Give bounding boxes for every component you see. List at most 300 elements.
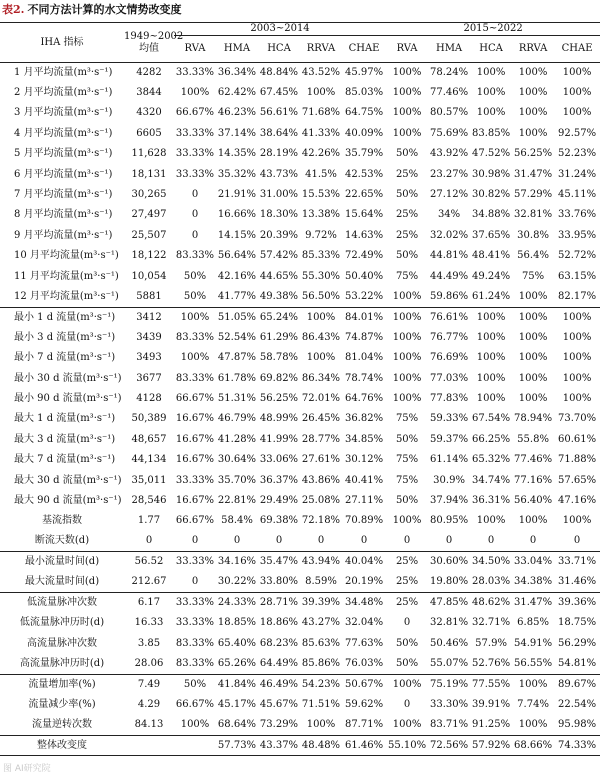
alteration-value: 32.81% xyxy=(513,209,553,221)
alteration-value: 100% xyxy=(392,127,422,139)
alteration-value: 75% xyxy=(395,413,419,425)
alteration-value: 58.78% xyxy=(259,352,299,364)
watermark: 图 AI研究院 xyxy=(3,764,51,774)
alteration-value: 80.95% xyxy=(429,515,469,527)
table-row xyxy=(0,328,600,348)
alteration-value: 47.52% xyxy=(471,148,511,160)
alteration-value: 76.03% xyxy=(344,657,384,669)
alteration-value: 40.09% xyxy=(344,127,384,139)
alteration-value: 100% xyxy=(562,392,592,404)
baseline-mean-value: 25,507 xyxy=(131,229,167,241)
alteration-value: 48.41% xyxy=(471,250,511,262)
alteration-value: 8.59% xyxy=(305,576,337,588)
alteration-value: 37.14% xyxy=(217,127,257,139)
alteration-value: 18.86% xyxy=(259,617,299,629)
alteration-value: 83.33% xyxy=(175,331,215,343)
alteration-value: 84.01% xyxy=(342,307,386,327)
table-row xyxy=(0,633,600,653)
alteration-value: 54.81% xyxy=(558,657,597,669)
alteration-value: 30.22% xyxy=(217,576,257,588)
baseline-mean-value: 30,265 xyxy=(131,189,167,201)
alteration-value: 33.33% xyxy=(175,617,215,629)
table-row xyxy=(0,246,600,266)
alteration-value: 34.74% xyxy=(471,474,511,486)
alteration-value: 39.36% xyxy=(554,593,600,613)
alteration-value: 0 xyxy=(403,535,411,547)
alteration-value: 91.25% xyxy=(471,718,511,730)
alteration-value: 100% xyxy=(518,352,548,364)
alteration-value: 100% xyxy=(554,307,600,327)
alteration-value: 27.61% xyxy=(301,454,341,466)
indicator-name: 2 月平均流量(m³·s⁻¹) xyxy=(14,87,113,99)
indicator-name: 3 月平均流量(m³·s⁻¹) xyxy=(14,107,113,119)
alteration-value: 33.04% xyxy=(512,552,554,572)
alteration-value: 41.77% xyxy=(217,290,257,302)
alteration-value: 46.23% xyxy=(217,107,257,119)
alteration-value: 60.61% xyxy=(558,433,597,445)
alteration-value: 100% xyxy=(518,107,548,119)
indicator-name: 11 月平均流量(m³·s⁻¹) xyxy=(14,270,119,282)
alteration-value: 52.54% xyxy=(217,331,257,343)
alteration-value: 47.16% xyxy=(558,494,597,506)
alteration-value: 50% xyxy=(395,148,419,160)
alteration-value: 71.68% xyxy=(301,107,341,119)
alteration-value: 76.61% xyxy=(428,307,470,327)
table-row xyxy=(0,409,600,429)
alteration-value: 59.33% xyxy=(429,413,469,425)
alteration-value: 75% xyxy=(521,270,545,282)
alteration-value: 86.43% xyxy=(301,331,341,343)
baseline-mean-value: 56.52 xyxy=(124,552,174,572)
alteration-value: 7.74% xyxy=(517,698,549,710)
alteration-value: 100% xyxy=(392,290,422,302)
alteration-value: 56.55% xyxy=(513,657,553,669)
alteration-value: 100% xyxy=(518,87,548,99)
alteration-value: 33.33% xyxy=(175,168,215,180)
alteration-value: 100% xyxy=(470,307,512,327)
indicator-name: 最大 30 d 流量(m³·s⁻¹) xyxy=(14,474,122,486)
alteration-value: 41.5% xyxy=(305,168,337,180)
alteration-value: 85.86% xyxy=(301,657,341,669)
alteration-value: 0 xyxy=(403,617,411,629)
indicator-name: 5 月平均流量(m³·s⁻¹) xyxy=(14,148,113,160)
alteration-value: 0 xyxy=(529,535,537,547)
alteration-value: 18.85% xyxy=(217,617,257,629)
alteration-value: 68.66% xyxy=(512,735,554,755)
alteration-value: 42.16% xyxy=(217,270,257,282)
alteration-value: 73.29% xyxy=(259,718,299,730)
alteration-value: 50% xyxy=(395,189,419,201)
indicator-name: 流量增加率(%) xyxy=(0,674,124,694)
indicator-name: 断流天数(d) xyxy=(34,535,90,547)
alteration-value: 15.64% xyxy=(344,209,384,221)
alteration-value: 59.37% xyxy=(429,433,469,445)
alteration-value: 50% xyxy=(174,674,216,694)
alteration-value: 16.66% xyxy=(217,209,257,221)
baseline-mean-value: 3677 xyxy=(136,372,162,384)
alteration-value: 100% xyxy=(562,515,592,527)
alteration-value: 100% xyxy=(476,66,506,78)
table-row xyxy=(0,674,600,694)
alteration-value: 51.31% xyxy=(217,392,257,404)
alteration-value: 100% xyxy=(562,372,592,384)
baseline-mean-value: 35,011 xyxy=(131,474,167,486)
alteration-value: 36.82% xyxy=(344,413,384,425)
alteration-value: 61.78% xyxy=(217,372,257,384)
alteration-value: 63.15% xyxy=(558,270,597,282)
table-row xyxy=(0,368,600,388)
alteration-value: 20.39% xyxy=(259,229,299,241)
alteration-value: 56.64% xyxy=(217,250,257,262)
alteration-value: 38.64% xyxy=(259,127,299,139)
baseline-mean-value: 4128 xyxy=(136,392,162,404)
alteration-value: 33.33% xyxy=(175,66,215,78)
alteration-value: 78.74% xyxy=(344,372,384,384)
alteration-value: 100% xyxy=(180,87,210,99)
alteration-value: 16.67% xyxy=(175,433,215,445)
alteration-value: 61.24% xyxy=(471,290,511,302)
table-title: 不同方法计算的水文情势改变度 xyxy=(27,3,182,16)
alteration-value: 0 xyxy=(487,535,495,547)
alteration-value: 18.75% xyxy=(558,617,597,629)
alteration-value: 72.18% xyxy=(301,515,341,527)
indicator-name: 最大 7 d 流量(m³·s⁻¹) xyxy=(14,454,116,466)
alteration-value: 100% xyxy=(518,66,548,78)
alteration-value: 45.17% xyxy=(217,698,257,710)
alteration-value: 77.63% xyxy=(344,637,384,649)
alteration-value: 100% xyxy=(562,352,592,364)
alteration-value: 27.12% xyxy=(429,189,469,201)
alteration-value: 50% xyxy=(395,250,419,262)
table-row xyxy=(0,307,600,327)
indicator-name: 8 月平均流量(m³·s⁻¹) xyxy=(14,209,113,221)
alteration-value: 56.4% xyxy=(517,250,549,262)
alteration-value: 77.46% xyxy=(429,87,469,99)
alteration-value: 45.67% xyxy=(259,698,299,710)
alteration-value: 28.71% xyxy=(258,593,300,613)
hydrological-alteration-table xyxy=(0,22,600,756)
alteration-value: 69.82% xyxy=(259,372,299,384)
alteration-value: 77.46% xyxy=(513,454,553,466)
alteration-value: 85.03% xyxy=(344,87,384,99)
alteration-value: 86.34% xyxy=(301,372,341,384)
alteration-value: 70.89% xyxy=(344,515,384,527)
baseline-mean-value: 44,134 xyxy=(131,454,167,466)
alteration-value: 27.11% xyxy=(344,494,384,506)
baseline-mean-value: 7.49 xyxy=(124,674,174,694)
alteration-value: 100% xyxy=(518,127,548,139)
alteration-value: 35.47% xyxy=(258,552,300,572)
alteration-value: 48.48% xyxy=(300,735,342,755)
alteration-value: 41.28% xyxy=(217,433,257,445)
indicator-name: 低流量脉冲历时(d) xyxy=(19,617,105,629)
alteration-value: 72.01% xyxy=(301,392,341,404)
alteration-value: 56.25% xyxy=(259,392,299,404)
indicator-name: 最大 3 d 流量(m³·s⁻¹) xyxy=(14,433,116,445)
alteration-value: 56.29% xyxy=(558,637,597,649)
table-row xyxy=(0,654,600,674)
alteration-value: 100% xyxy=(392,515,422,527)
baseline-mean-value: 16.33 xyxy=(134,617,164,629)
alteration-value: 73.70% xyxy=(558,413,597,425)
alteration-value: 45.11% xyxy=(558,189,597,201)
indicator-name: 最小 3 d 流量(m³·s⁻¹) xyxy=(14,331,116,343)
alteration-value: 31.00% xyxy=(259,189,299,201)
alteration-value: 50% xyxy=(183,270,207,282)
alteration-value: 65.26% xyxy=(217,657,257,669)
baseline-mean-value: 3.85 xyxy=(137,637,161,649)
alteration-value: 26.45% xyxy=(301,413,341,425)
table-row xyxy=(0,715,600,735)
alteration-value: 43.27% xyxy=(301,617,341,629)
alteration-value: 28.77% xyxy=(301,433,341,445)
indicator-name: 基流指数 xyxy=(42,515,82,527)
alteration-value: 100% xyxy=(518,515,548,527)
alteration-value: 77.83% xyxy=(429,392,469,404)
alteration-value: 62.42% xyxy=(217,87,257,99)
alteration-value: 100% xyxy=(386,674,428,694)
table-row xyxy=(0,205,600,225)
baseline-mean-value: 212.67 xyxy=(131,576,167,588)
alteration-value: 46.49% xyxy=(258,674,300,694)
indicator-name: 6 月平均流量(m³·s⁻¹) xyxy=(14,168,113,180)
alteration-value: 50% xyxy=(395,637,419,649)
indicator-name: 1 月平均流量(m³·s⁻¹) xyxy=(14,66,113,78)
alteration-value: 30.98% xyxy=(471,168,511,180)
alteration-value: 100% xyxy=(518,718,548,730)
alteration-value: 57.65% xyxy=(558,474,597,486)
indicator-name: 最大 90 d 流量(m³·s⁻¹) xyxy=(14,494,122,506)
alteration-value: 43.37% xyxy=(258,735,300,755)
alteration-value: 67.45% xyxy=(259,87,299,99)
alteration-value: 75.19% xyxy=(428,674,470,694)
alteration-value: 34% xyxy=(437,209,461,221)
alteration-value: 0 xyxy=(191,189,199,201)
baseline-mean-value: 5881 xyxy=(136,290,162,302)
alteration-value: 56.50% xyxy=(301,290,341,302)
alteration-value: 41.99% xyxy=(259,433,299,445)
alteration-value: 0 xyxy=(191,535,199,547)
indicator-name: 流量减少率(%) xyxy=(28,698,96,710)
indicator-name: 最小 30 d 流量(m³·s⁻¹) xyxy=(14,372,122,384)
alteration-value: 50.40% xyxy=(344,270,384,282)
alteration-value: 72.56% xyxy=(428,735,470,755)
baseline-mean-value: 4320 xyxy=(136,107,162,119)
table-row xyxy=(0,735,600,755)
alteration-value: 65.32% xyxy=(471,454,511,466)
alteration-value: 25% xyxy=(395,576,419,588)
alteration-value: 48.99% xyxy=(259,413,299,425)
alteration-value: 75.69% xyxy=(429,127,469,139)
alteration-value: 43.73% xyxy=(259,168,299,180)
alteration-value: 33.95% xyxy=(558,229,597,241)
alteration-value: 23.27% xyxy=(429,168,469,180)
alteration-value: 31.47% xyxy=(513,168,553,180)
alteration-value: 57.73% xyxy=(216,735,258,755)
baseline-mean-value: 18,131 xyxy=(131,168,167,180)
alteration-value: 33.33% xyxy=(175,127,215,139)
alteration-value: 50% xyxy=(183,290,207,302)
alteration-value: 80.57% xyxy=(429,107,469,119)
alteration-value: 19.80% xyxy=(429,576,469,588)
alteration-value: 0 xyxy=(233,535,241,547)
alteration-value: 35.70% xyxy=(217,474,257,486)
baseline-mean-value: 10,054 xyxy=(131,270,167,282)
table-row xyxy=(0,164,600,184)
alteration-value xyxy=(174,735,216,755)
baseline-mean-value: 28.06 xyxy=(134,657,164,669)
alteration-value: 56.25% xyxy=(513,148,553,160)
table-row xyxy=(0,450,600,470)
alteration-value: 25% xyxy=(386,593,428,613)
baseline-mean-value: 3844 xyxy=(136,87,162,99)
indicator-name: 低流量脉冲次数 xyxy=(0,593,124,613)
alteration-value: 100% xyxy=(518,290,548,302)
indicator-name: 整体改变度 xyxy=(0,735,124,755)
alteration-value: 57.42% xyxy=(259,250,299,262)
alteration-value: 31.47% xyxy=(512,593,554,613)
alteration-value: 100% xyxy=(476,515,506,527)
alteration-value: 100% xyxy=(306,718,336,730)
alteration-value: 16.67% xyxy=(175,413,215,425)
alteration-value: 0 xyxy=(403,698,411,710)
alteration-value: 50% xyxy=(395,494,419,506)
indicator-name: 最小流量时间(d) xyxy=(0,552,124,572)
alteration-value: 83.71% xyxy=(429,718,469,730)
alteration-value: 48.62% xyxy=(470,593,512,613)
header-method: HMA xyxy=(223,43,251,54)
baseline-mean-value: 11,628 xyxy=(131,148,167,160)
header-period-2003-2014: 2003~2014 xyxy=(174,23,386,36)
alteration-value: 30.8% xyxy=(517,229,549,241)
alteration-value: 58.4% xyxy=(221,515,253,527)
alteration-value: 28.19% xyxy=(259,148,299,160)
alteration-value: 89.67% xyxy=(554,674,600,694)
table-row xyxy=(0,266,600,286)
header-method: CHAE xyxy=(561,43,593,54)
alteration-value: 6.85% xyxy=(517,617,549,629)
table-body xyxy=(0,63,600,756)
alteration-value: 55.10% xyxy=(386,735,428,755)
alteration-value: 24.33% xyxy=(216,593,258,613)
alteration-value: 30.9% xyxy=(433,474,465,486)
alteration-value: 83.33% xyxy=(175,372,215,384)
alteration-value: 64.49% xyxy=(259,657,299,669)
alteration-value: 100% xyxy=(306,87,336,99)
alteration-value: 68.23% xyxy=(259,637,299,649)
indicator-name: 高流量脉冲历时(d) xyxy=(19,657,105,669)
alteration-value: 100% xyxy=(518,331,548,343)
alteration-value: 100% xyxy=(518,392,548,404)
alteration-value: 100% xyxy=(180,718,210,730)
indicator-name: 最大流量时间(d) xyxy=(24,576,100,588)
alteration-value: 100% xyxy=(476,107,506,119)
alteration-value: 22.81% xyxy=(217,494,257,506)
alteration-value: 45.97% xyxy=(344,66,384,78)
alteration-value: 32.04% xyxy=(344,617,384,629)
baseline-mean-value: 27,497 xyxy=(131,209,167,221)
alteration-value: 9.72% xyxy=(305,229,337,241)
baseline-mean-value: 48,657 xyxy=(131,433,167,445)
alteration-value: 22.54% xyxy=(558,698,597,710)
alteration-value: 36.34% xyxy=(217,66,257,78)
alteration-value: 43.92% xyxy=(429,148,469,160)
alteration-value: 42.26% xyxy=(301,148,341,160)
baseline-mean-value: 28,546 xyxy=(131,494,167,506)
alteration-value: 100% xyxy=(392,107,422,119)
alteration-value: 100% xyxy=(392,718,422,730)
alteration-value: 66.67% xyxy=(175,392,215,404)
alteration-value: 57.92% xyxy=(470,735,512,755)
header-method: HMA xyxy=(435,43,463,54)
alteration-value: 54.91% xyxy=(513,637,553,649)
alteration-value: 20.19% xyxy=(344,576,384,588)
alteration-value: 76.77% xyxy=(429,331,469,343)
table-row xyxy=(0,613,600,633)
alteration-value: 69.38% xyxy=(259,515,299,527)
alteration-value: 25.08% xyxy=(301,494,341,506)
alteration-value: 44.65% xyxy=(259,270,299,282)
alteration-value: 32.02% xyxy=(429,229,469,241)
alteration-value: 83.85% xyxy=(471,127,511,139)
alteration-value: 36.31% xyxy=(471,494,511,506)
alteration-value: 66.67% xyxy=(175,698,215,710)
alteration-value: 83.33% xyxy=(175,637,215,649)
alteration-value: 77.03% xyxy=(429,372,469,384)
baseline-mean-value: 3439 xyxy=(136,331,162,343)
indicator-name: 10 月平均流量(m³·s⁻¹) xyxy=(14,250,119,262)
indicator-name: 最大 1 d 流量(m³·s⁻¹) xyxy=(14,413,116,425)
alteration-value: 34.50% xyxy=(470,552,512,572)
table-row xyxy=(0,511,600,531)
baseline-mean-value: 6605 xyxy=(136,127,162,139)
alteration-value: 28.03% xyxy=(471,576,511,588)
alteration-value: 49.24% xyxy=(471,270,511,282)
alteration-value: 56.61% xyxy=(259,107,299,119)
alteration-value: 16.67% xyxy=(175,494,215,506)
alteration-value: 52.76% xyxy=(471,657,511,669)
header-method: RVA xyxy=(396,43,418,54)
alteration-value: 75% xyxy=(395,474,419,486)
alteration-value: 77.55% xyxy=(470,674,512,694)
alteration-value: 33.80% xyxy=(259,576,299,588)
header-method: HCA xyxy=(267,43,291,54)
table-row xyxy=(0,287,600,307)
alteration-value: 13.38% xyxy=(301,209,341,221)
baseline-mean-value: 6.17 xyxy=(124,593,174,613)
baseline-mean-value xyxy=(124,735,174,755)
table-row xyxy=(0,430,600,450)
baseline-mean-value: 3493 xyxy=(136,352,162,364)
alteration-value: 0 xyxy=(573,535,581,547)
alteration-value: 33.76% xyxy=(558,209,597,221)
alteration-value: 44.81% xyxy=(429,250,469,262)
alteration-value: 77.16% xyxy=(513,474,553,486)
alteration-value: 59.62% xyxy=(344,698,384,710)
alteration-value: 39.91% xyxy=(471,698,511,710)
alteration-value: 39.39% xyxy=(300,593,342,613)
alteration-value: 57.29% xyxy=(513,189,553,201)
header-method: RRVA xyxy=(306,43,336,54)
alteration-value: 47.87% xyxy=(217,352,257,364)
alteration-value: 25% xyxy=(395,209,419,221)
alteration-value: 100% xyxy=(392,66,422,78)
alteration-value: 31.46% xyxy=(558,576,597,588)
table-row xyxy=(0,63,600,83)
alteration-value: 100% xyxy=(392,392,422,404)
alteration-value: 34.88% xyxy=(471,209,511,221)
alteration-value: 95.98% xyxy=(558,718,597,730)
